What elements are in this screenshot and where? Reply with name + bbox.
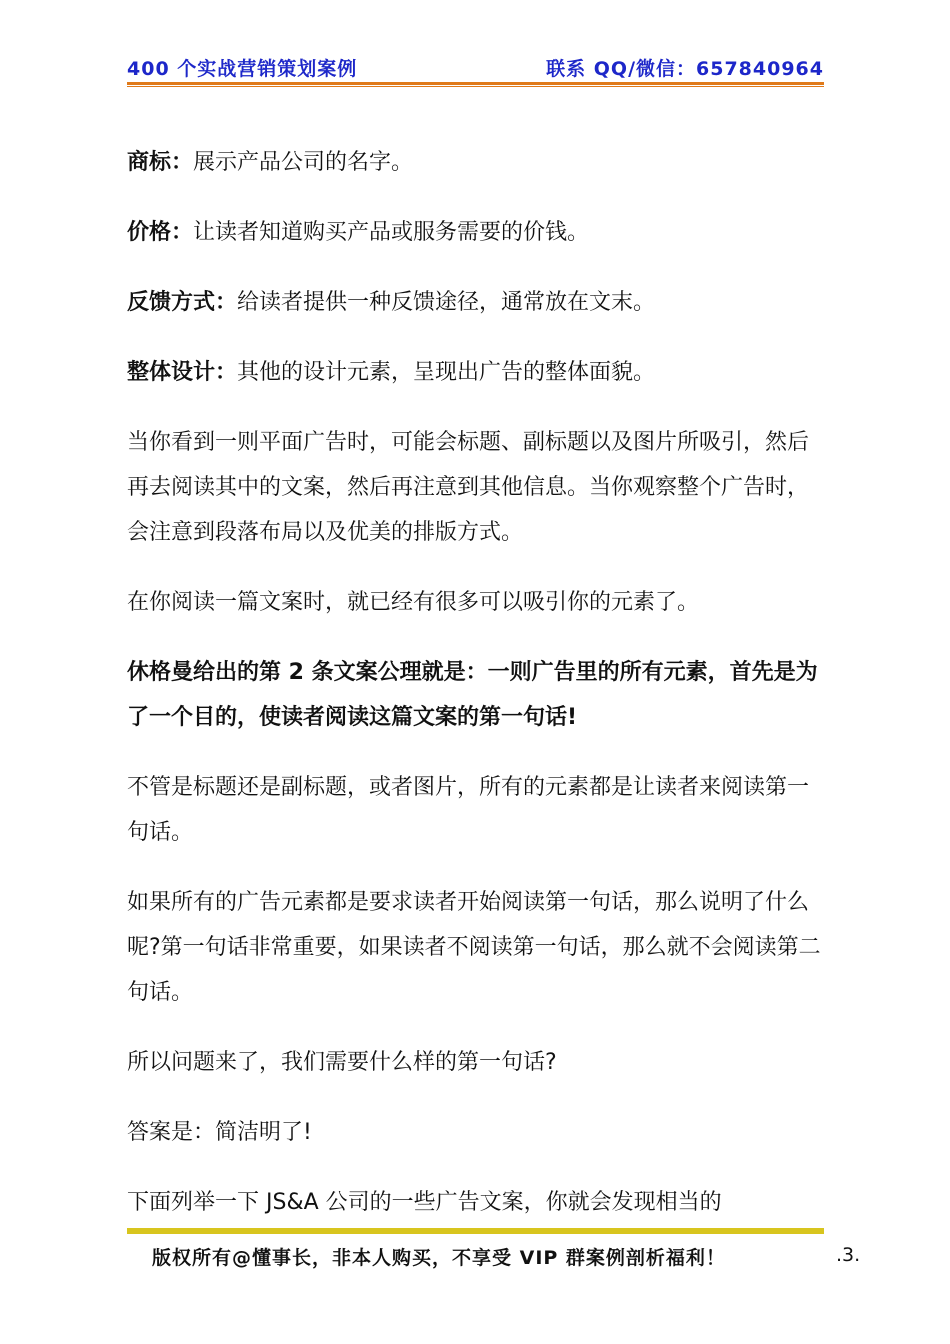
header-divider-thin bbox=[127, 86, 824, 87]
definition-price bbox=[127, 210, 827, 255]
definition-text: 展示产品公司的名字。 bbox=[193, 150, 414, 175]
definition-text: 给读者提供一种反馈途径，通常放在文末。 bbox=[237, 290, 656, 315]
paragraph-axiom: 休格曼给出的第 2 条文案公理就是：一则广告里的所有元素，首先是为了一个目的，使读者阅读这篇文案的第一句话! bbox=[127, 660, 818, 730]
header-title: 400 个实战营销策划案例 bbox=[127, 58, 358, 80]
paragraph-first-sentence: 不管是标题还是副标题，或者图片，所有的元素都是让读者来阅读第一句话。 bbox=[127, 775, 810, 845]
paragraph-elements: 在你阅读一篇文案时，就已经有很多可以吸引你的元素了。 bbox=[127, 590, 700, 615]
definition-trademark bbox=[127, 140, 827, 185]
header-contact: 联系 QQ/微信：657840964 bbox=[546, 58, 824, 80]
paragraph-examples: 下面列举一下 JS&A 公司的一些广告文案，你就会发现相当的 bbox=[127, 1190, 722, 1215]
definition-label: 商标： bbox=[127, 150, 194, 175]
definition-design bbox=[127, 350, 827, 395]
paragraph-question: 所以问题来了，我们需要什么样的第一句话? bbox=[127, 1050, 557, 1075]
definition-label: 整体设计： bbox=[127, 360, 238, 385]
page-header bbox=[127, 54, 824, 80]
paragraph-ad-reading: 当你看到一则平面广告时，可能会标题、副标题以及图片所吸引，然后再去阅读其中的文案，然后再注意到其他信息。当你观察整个广告时，会注意到段落布局以及优美的排版方式。 bbox=[127, 430, 810, 545]
paragraph-answer: 答案是：简洁明了! bbox=[127, 1120, 312, 1145]
page-number: .3. bbox=[836, 1244, 861, 1266]
definition-label: 反馈方式： bbox=[127, 290, 238, 315]
header-divider bbox=[127, 82, 824, 85]
footer-copyright: 版权所有@懂事长，非本人购买，不享受 VIP 群案例剖析福利！ bbox=[152, 1247, 726, 1269]
definition-text: 让读者知道购买产品或服务需要的价钱。 bbox=[193, 220, 590, 245]
paragraph-importance: 如果所有的广告元素都是要求读者开始阅读第一句话，那么说明了什么呢?第一句话非常重要，如果读者不阅读第一句话，那么就不会阅读第二句话。 bbox=[127, 890, 821, 1005]
definition-feedback bbox=[127, 280, 827, 325]
document-body bbox=[127, 140, 827, 1250]
definition-label: 价格： bbox=[127, 220, 194, 245]
definition-text: 其他的设计元素，呈现出广告的整体面貌。 bbox=[237, 360, 656, 385]
footer-divider bbox=[127, 1228, 824, 1234]
